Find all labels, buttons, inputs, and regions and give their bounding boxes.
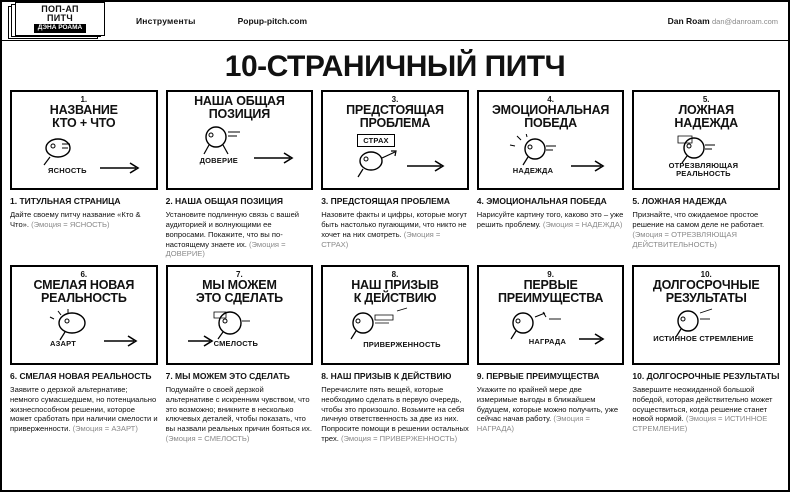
card-9-body xyxy=(477,385,625,434)
logo xyxy=(6,3,118,39)
card-8-caption: 8. НАШ ПРИЗЫВ К ДЕЙСТВИЮ xyxy=(321,370,452,381)
logo-line-3: ДЭНА РОАМА xyxy=(34,24,86,33)
card-5-body xyxy=(632,210,780,249)
card-9-body-emotion: (Эмоция = НАГРАДА) xyxy=(476,414,590,434)
card-4-body-emotion: (Эмоция = НАДЕЖДА) xyxy=(542,220,623,230)
card-4 xyxy=(477,90,625,259)
card-6-body xyxy=(10,385,158,434)
card-1-emotion: ЯСНОСТЬ xyxy=(48,166,87,176)
card-2-body-emotion: (Эмоция = ДОВЕРИЕ) xyxy=(165,239,286,259)
card-7-caption: 7. МЫ МОЖЕМ ЭТО СДЕЛАТЬ xyxy=(165,370,290,381)
card-2-box[interactable] xyxy=(166,90,314,190)
card-1-number: 1. xyxy=(80,95,88,104)
card-2-body xyxy=(166,210,314,259)
page-title: 10-СТРАНИЧНЫЙ ПИТЧ xyxy=(224,50,566,83)
card-3-emotion: СТРАХ xyxy=(357,134,395,147)
footer-spacer xyxy=(2,444,788,448)
card-10-body xyxy=(632,385,780,434)
card-10 xyxy=(632,265,780,444)
card-4-body-text: Нарисуйте картину того, каково это – уже решить проблему. xyxy=(476,210,624,230)
card-5-caption: 5. ЛОЖНАЯ НАДЕЖДА xyxy=(632,196,727,206)
card-8 xyxy=(321,265,469,444)
card-1-body-emotion: (Эмоция = ЯСНОСТЬ) xyxy=(31,220,110,230)
card-5-number: 5. xyxy=(702,95,710,104)
card-8-emotion: ПРИВЕРЖЕННОСТЬ xyxy=(363,340,441,350)
card-8-sketch xyxy=(323,307,467,353)
card-9-heading: ПЕРВЫЕ ПРЕИМУЩЕСТВА xyxy=(497,277,604,306)
logo-line-2: ПИТЧ xyxy=(47,13,73,24)
cards-row-1 xyxy=(2,90,788,259)
card-3-sketch xyxy=(323,132,467,178)
card-9-sketch xyxy=(479,307,623,353)
header-author xyxy=(668,16,778,26)
card-7-body-emotion: (Эмоция = СМЕЛОСТЬ) xyxy=(165,433,250,443)
header-site-link[interactable]: Popup-pitch.com xyxy=(237,16,308,26)
card-9-box[interactable] xyxy=(477,265,625,365)
card-8-box[interactable] xyxy=(321,265,469,365)
card-1-heading: НАЗВАНИЕ КТО + ЧТО xyxy=(49,103,118,131)
card-1-box[interactable] xyxy=(10,90,158,190)
card-7-sketch xyxy=(168,307,312,353)
card-5-body-text: Признайте, что ожидаемое простое решение на самом деле не работает. xyxy=(632,210,765,230)
card-2-caption: 2. НАША ОБЩАЯ ПОЗИЦИЯ xyxy=(165,196,283,206)
card-8-body-text: Перечислите пять вещей, которые необходимо сделать в первую очередь, чтобы это произошло. Возьмите на себя личную ответственность за две из них. Попросите помощи в решении остальных трех. xyxy=(321,385,469,443)
card-8-heading: НАШ ПРИЗЫВ К ДЕЙСТВИЮ xyxy=(351,277,439,306)
card-5-sketch xyxy=(634,132,778,178)
card-4-number: 4. xyxy=(547,95,554,104)
card-9-emotion: НАГРАДА xyxy=(528,337,567,347)
card-6-heading: СМЕЛАЯ НОВАЯ РЕАЛЬНОСТЬ xyxy=(33,277,135,306)
card-3-heading: ПРЕДСТОЯЩАЯ ПРОБЛЕМА xyxy=(346,103,444,131)
author-name: Dan Roam xyxy=(667,16,710,26)
card-3-box[interactable] xyxy=(321,90,469,190)
card-9-number: 9. xyxy=(547,269,554,279)
card-9-body-text: Укажите по крайней мере две измеримые выгоды в ближайшем будущем, которые можно получить, уже сейчас начав работу. xyxy=(476,385,619,424)
page-header xyxy=(2,2,788,41)
card-1 xyxy=(10,90,158,259)
card-5-box[interactable] xyxy=(632,90,780,190)
card-5 xyxy=(632,90,780,259)
card-7-body xyxy=(166,385,314,443)
card-3-body xyxy=(321,210,469,249)
card-7-body-text: Подумайте о своей дерзкой альтернативе с искренним чувством, что это возможно; вникните в несколько ключевых деталей, чтобы показать, что вы назвали реальных причин бояться их. xyxy=(165,385,312,434)
card-7-box[interactable] xyxy=(166,265,314,365)
card-3-body-emotion: (Эмоция = СТРАХ) xyxy=(321,229,441,249)
card-9-caption: 9. ПЕРВЫЕ ПРЕИМУЩЕСТВА xyxy=(476,370,600,381)
card-2-body-text: Установите подлинную связь с вашей аудиторией и волнующими ее вопросами. Покажите, что вы по-настоящему знаете их. xyxy=(165,210,300,249)
card-5-emotion: ОТРЕЗВЛЯЮЩАЯ РЕАЛЬНОСТЬ xyxy=(668,161,739,179)
card-6-body-emotion: (Эмоция = АЗАРТ) xyxy=(72,424,138,434)
card-3-number: 3. xyxy=(391,95,399,104)
card-5-heading: ЛОЖНАЯ НАДЕЖДА xyxy=(674,103,738,131)
card-7-number: 7. xyxy=(236,269,243,279)
card-3 xyxy=(321,90,469,259)
header-tools-label: Инструменты xyxy=(136,16,196,26)
card-2-sketch xyxy=(168,123,312,169)
card-5-body-emotion: (Эмоция = ОТРЕЗВЛЯЮЩАЯ ДЕЙСТВИТЕЛЬНОСТЬ) xyxy=(632,229,737,249)
card-6-sketch xyxy=(12,307,156,353)
card-4-body xyxy=(477,210,625,229)
cards-row-2 xyxy=(2,265,788,444)
card-7-heading: МЫ МОЖЕМ ЭТО СДЕЛАТЬ xyxy=(195,277,283,306)
card-1-body xyxy=(10,210,158,229)
card-2-emotion: ДОВЕРИЕ xyxy=(199,156,238,166)
card-6-box[interactable] xyxy=(10,265,158,365)
card-8-number: 8. xyxy=(391,269,399,279)
card-1-body-text: Дайте своему питчу название «Кто & Что». xyxy=(10,210,141,230)
card-10-body-text: Завершите неожиданной большой победой, которая действительно может осуществиться, когда решение станет новой нормой. xyxy=(632,385,773,424)
card-4-caption: 4. ЭМОЦИОНАЛЬНАЯ ПОБЕДА xyxy=(476,196,607,206)
card-4-box[interactable] xyxy=(477,90,625,190)
card-10-box[interactable] xyxy=(632,265,780,365)
card-6-caption: 6. СМЕЛАЯ НОВАЯ РЕАЛЬНОСТЬ xyxy=(10,370,152,381)
card-9 xyxy=(477,265,625,444)
card-10-caption: 10. ДОЛГОСРОЧНЫЕ РЕЗУЛЬТАТЫ xyxy=(632,370,780,381)
card-6-body-text: Заявите о дерзкой альтернативе; немного сумасшедшем, но потенциально жизнеспособном решении, которое может сработать при наличии смелости и приверженности. xyxy=(10,385,158,434)
card-3-caption: 3. ПРЕДСТОЯЩАЯ ПРОБЛЕМА xyxy=(321,196,450,206)
card-6 xyxy=(10,265,158,444)
card-10-sketch xyxy=(634,307,778,353)
card-1-sketch xyxy=(12,132,156,178)
card-10-heading: ДОЛГОСРОЧНЫЕ РЕЗУЛЬТАТЫ xyxy=(652,277,760,306)
card-7-emotion: СМЕЛОСТЬ xyxy=(213,339,259,349)
card-6-number: 6. xyxy=(80,269,88,279)
card-6-emotion: АЗАРТ xyxy=(50,339,77,349)
card-8-body-emotion: (Эмоция = ПРИВЕРЖЕННОСТЬ) xyxy=(340,433,458,443)
card-7 xyxy=(166,265,314,444)
card-4-heading: ЭМОЦИОНАЛЬНАЯ ПОБЕДА xyxy=(491,103,610,131)
card-1-caption: 1. ТИТУЛЬНАЯ СТРАНИЦА xyxy=(10,196,121,206)
author-email[interactable]: dan@danroam.com xyxy=(712,17,778,26)
card-4-sketch xyxy=(479,132,623,178)
card-8-body xyxy=(321,385,469,443)
card-10-number: 10. xyxy=(700,269,712,279)
card-4-emotion: НАДЕЖДА xyxy=(512,166,554,176)
logo-line-1: ПОП-АП xyxy=(41,4,79,15)
card-2 xyxy=(166,90,314,259)
card-3-body-text: Назовите факты и цифры, которые могут быть настолько пугающими, что никто не хочет на них смотреть. xyxy=(321,210,468,239)
card-10-emotion: ИСТИННОЕ СТРЕМЛЕНИЕ xyxy=(653,334,754,344)
card-10-body-emotion: (Эмоция = ИСТИННОЕ СТРЕМЛЕНИЕ) xyxy=(632,414,768,434)
card-2-heading: НАША ОБЩАЯ ПОЗИЦИЯ xyxy=(194,94,285,122)
